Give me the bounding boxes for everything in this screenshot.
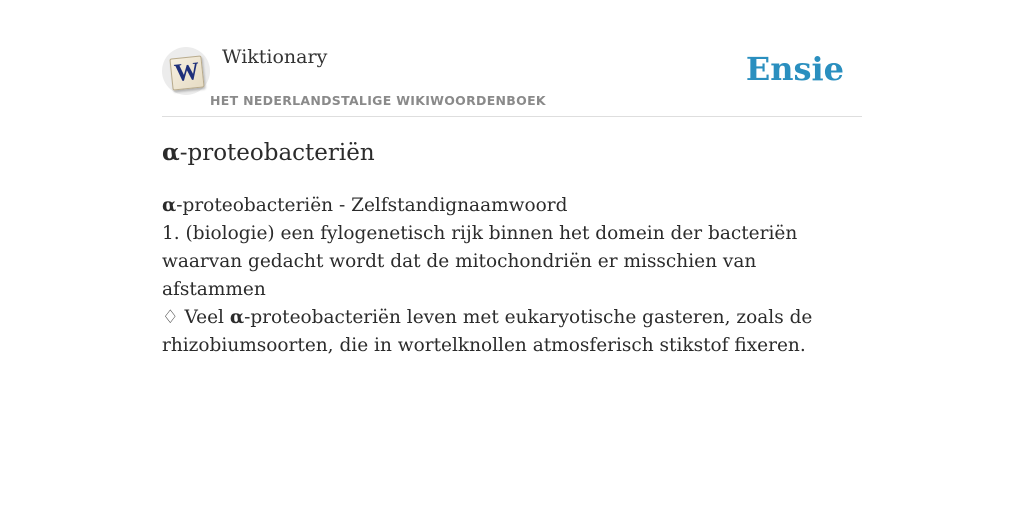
example-prefix: ♢ Veel — [162, 307, 230, 328]
example-rest: -proteobacteriën leven met eukaryotische gasteren, zoals de rhizobiumsoorten, die in wortelknollen atmosferisch stikstof fixeren. — [162, 307, 813, 356]
page-title — [162, 139, 375, 166]
logo-letter: W — [173, 57, 201, 88]
site-name[interactable]: Wiktionary — [222, 46, 328, 68]
wiktionary-logo-icon[interactable] — [162, 47, 210, 95]
site-header — [162, 40, 862, 117]
entry-example — [162, 304, 852, 360]
ensie-brand-link[interactable]: Ensie — [745, 50, 844, 88]
entry-body — [162, 192, 852, 360]
entry-headword — [162, 192, 852, 220]
site-tagline: HET NEDERLANDSTALIGE WIKIWOORDENBOEK — [210, 93, 546, 108]
headword-alpha: α — [162, 195, 177, 216]
logo-tile — [169, 55, 204, 90]
example-alpha: α — [229, 307, 245, 328]
entry-definition: 1. (biologie) een fylogenetisch rijk binnen het domein der bacteriën waarvan gedacht wordt dat de mitochondriën er misschien van afstammen — [162, 223, 798, 300]
title-rest: -proteobacteriën — [179, 140, 375, 166]
title-alpha: α — [162, 139, 180, 166]
headword-rest: -proteobacteriën - Zelfstandignaamwoord — [176, 195, 568, 216]
